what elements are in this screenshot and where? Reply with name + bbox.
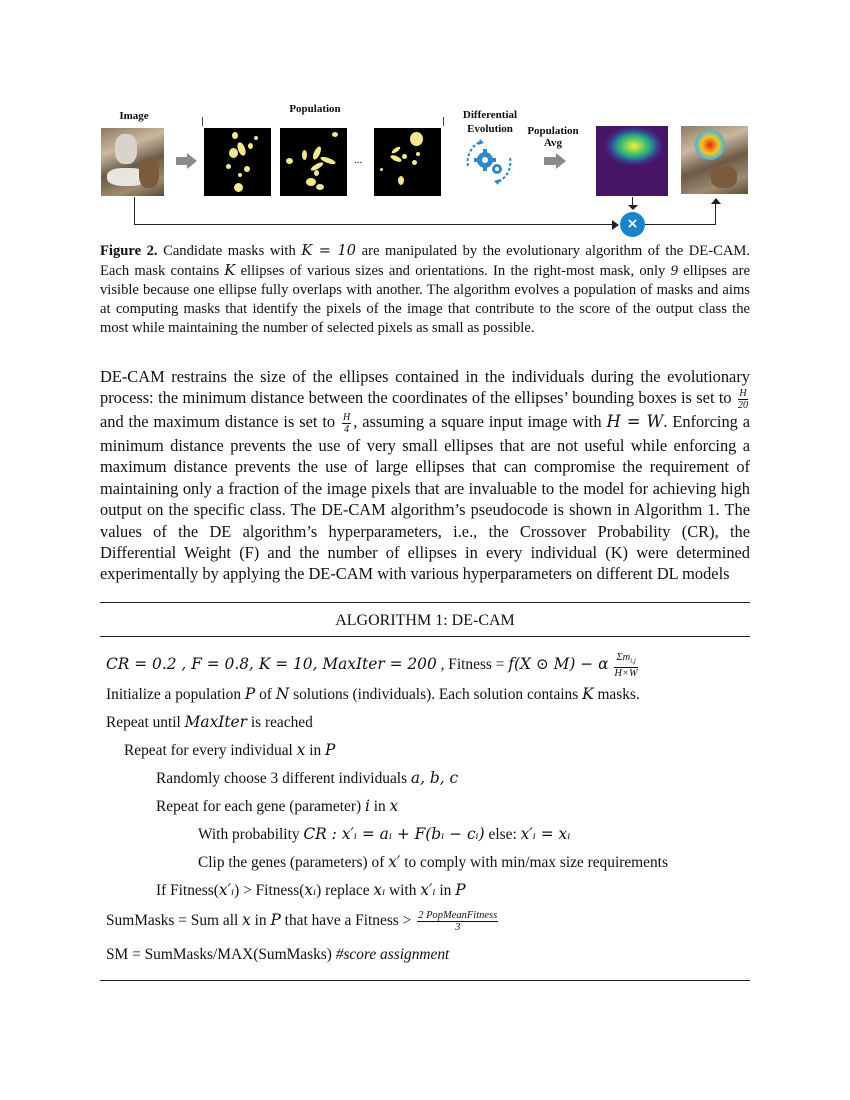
body-paragraph	[100, 366, 750, 585]
algorithm-line-sm: SM = SumMasks/MAX(SumMasks) #score assignment	[106, 946, 450, 963]
arrow-to-heatmap	[544, 157, 556, 165]
figure-caption	[100, 241, 750, 338]
body-text: and the maximum distance is set to	[100, 412, 340, 432]
label-differential: Differential	[462, 109, 518, 121]
caption-label: Figure 2.	[100, 243, 158, 259]
caption-text: are manipulated by the evolutionary algorithm of the DE-CAM. Each mask contains	[100, 243, 750, 279]
algorithm-line-repeat-individual: Repeat for every individual x in P	[124, 741, 336, 759]
algorithm-line-if-fitness: If Fitness(x′ᵢ) > Fitness(xᵢ) replace xᵢ with x′ᵢ in P	[156, 881, 466, 899]
caption-math: K	[224, 262, 236, 279]
body-math: H = W	[606, 412, 664, 432]
algorithm-line-clip: Clip the genes (parameters) of x′ to comply with min/max size requirements	[198, 853, 668, 871]
label-evolution: Evolution	[467, 123, 513, 135]
caption-text: Candidate masks with	[157, 243, 302, 259]
result-image	[681, 126, 748, 194]
algorithm-title: ALGORITHM 1: DE-CAM	[335, 612, 515, 629]
mask-panel-2	[280, 128, 347, 196]
algorithm-line-repeat-gene: Repeat for each gene (parameter) i in x	[156, 797, 399, 815]
algorithm-line-repeat-maxiter: Repeat until MaxIter is reached	[106, 713, 313, 731]
body-text: DE-CAM restrains the size of the ellipses contained in the individuals during the evolutionary process: the minimum distance between the coordinates of the ellipses’ bounding boxes is set to	[100, 367, 750, 408]
caption-italic: 9	[670, 263, 678, 279]
caption-math: K = 10	[301, 242, 357, 259]
popmean-fraction: $\frac{\text{2 PopMeanFitness}}{3}$	[418, 910, 498, 933]
arrow-image-to-population	[176, 157, 187, 165]
body-text: . Enforcing a minimum distance prevents the use of very small ellipses that are not useful while enforcing a maximum distance prevents the use of large ellipses that can compromise the requirement of maintaining only a fraction of the image pixels that are invaluable to the model for achieving high output on the specific class. The DE-CAM algorithm’s pseudocode is shown in Algorithm 1. The values of the DE algorithm’s hyperparameters, i.e., the Crossover Probability (CR), the Differential Weight (F) and the number of ellipses in every individual (K) were determined experimentally by applying the DE-CAM with various hyperparameters on different DL models	[100, 412, 751, 584]
body-text: , assuming a square input image with	[353, 412, 607, 432]
label-population: Population	[289, 103, 341, 115]
label-avg: Avg	[543, 137, 563, 149]
label-image: Image	[119, 110, 149, 122]
caption-text: ellipses are visible because one ellipse fully overlaps with another. The algorithm evolves a population of masks and aims at computing masks that identify the pixels of the image that contribute to the score of the output class the most while maintaining the number of selected pixels as small as possible.	[100, 263, 750, 336]
algorithm-line-choose: Randomly choose 3 different individuals a, b, c	[156, 769, 459, 787]
bracket-right-tick	[443, 117, 444, 126]
algorithm-line-probability: With probability CR : x′ᵢ = aᵢ + F(bᵢ − cᵢ) else: x′ᵢ = xᵢ	[198, 825, 571, 843]
multiply-icon: ×	[620, 212, 645, 237]
algorithm-top-rule	[100, 602, 750, 603]
label-population-avg: Population	[527, 125, 579, 137]
fraction-h-4: $\frac{H}{4}$	[343, 411, 351, 435]
algorithm-line-initialize: Initialize a population P of N solutions (individuals). Each solution contains K masks.	[106, 685, 640, 703]
gears-icon	[460, 136, 518, 188]
skip-connection-line	[134, 197, 135, 224]
algorithm-bottom-rule	[100, 980, 750, 981]
bracket-left-tick	[202, 117, 203, 126]
caption-text: ellipses of various sizes and orientations. In the right-most mask, only	[235, 263, 671, 279]
algorithm-line-params: CR = 0.2 , F = 0.8, K = 10, MaxIter = 200 , Fitness = f(X ⊙ M) − α $\frac{\Sigma m_{i,j}}{H\times W}$	[106, 652, 638, 680]
fitness-fraction: $\frac{\Sigma m_{i,j}}{H\times W}$	[614, 652, 638, 680]
output-line	[645, 224, 716, 225]
ellipsis-label: ...	[354, 154, 363, 166]
input-image	[101, 128, 164, 196]
mask-panel-3	[374, 128, 441, 196]
fraction-h-20: $\frac{H}{20}$	[738, 388, 748, 412]
algorithm-title-rule	[100, 636, 750, 637]
population-avg-heatmap	[596, 126, 668, 196]
algorithm-line-summasks: SumMasks = Sum all x in P that have a Fitness > $\frac{\text{2 PopMeanFitness}}{3}$	[106, 910, 498, 933]
mask-panel-1	[204, 128, 271, 196]
